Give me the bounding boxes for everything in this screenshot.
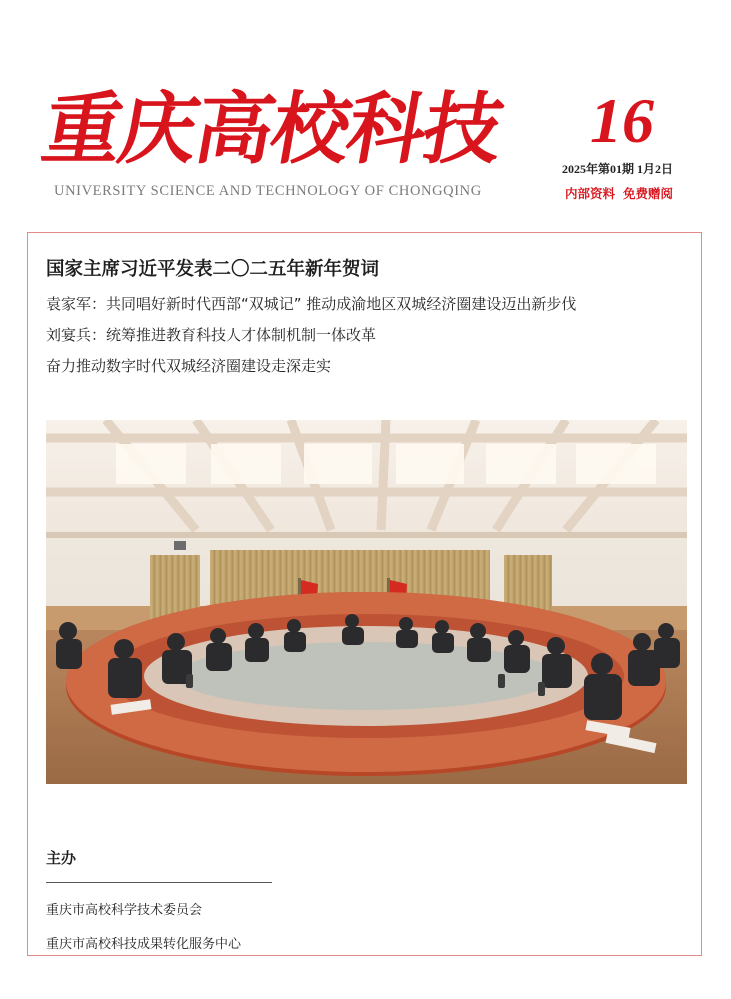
- meeting-photo: [46, 420, 687, 784]
- headline-item: 袁家军：共同唱好新时代西部“双城记” 推动成渝地区双城经济圈建设迈出新步伐: [46, 295, 577, 313]
- sponsor-section: [46, 847, 366, 967]
- headlines: [46, 255, 686, 386]
- issue-date: 2025年第01期 1月2日: [562, 162, 674, 176]
- internal-material-label: 内部资料: [565, 186, 616, 201]
- sponsor-organization: 重庆市高校科学技术委员会: [46, 903, 203, 918]
- sponsor-organization: 重庆市高校科技成果转化服务中心: [46, 937, 242, 952]
- lead-headline: 国家主席习近平发表二〇二五年新年贺词: [46, 259, 380, 280]
- masthead: [0, 0, 731, 225]
- issue-number: 16: [590, 85, 654, 156]
- cover-panel: [27, 232, 702, 956]
- distribution-note: [565, 184, 681, 202]
- headline-item: 刘宴兵：统筹推进教育科技人才体制机制一体改革: [46, 326, 377, 344]
- journal-title-english: UNIVERSITY SCIENCE AND TECHNOLOGY OF CHONGQING: [54, 183, 482, 199]
- headline-item: 奋力推动数字时代双城经济圈建设走深走实: [46, 357, 332, 375]
- divider: [46, 882, 272, 883]
- journal-title: 重庆高校科技: [36, 84, 509, 175]
- sponsor-label: 主办: [46, 849, 77, 867]
- free-gift-label: 免费赠阅: [623, 186, 674, 201]
